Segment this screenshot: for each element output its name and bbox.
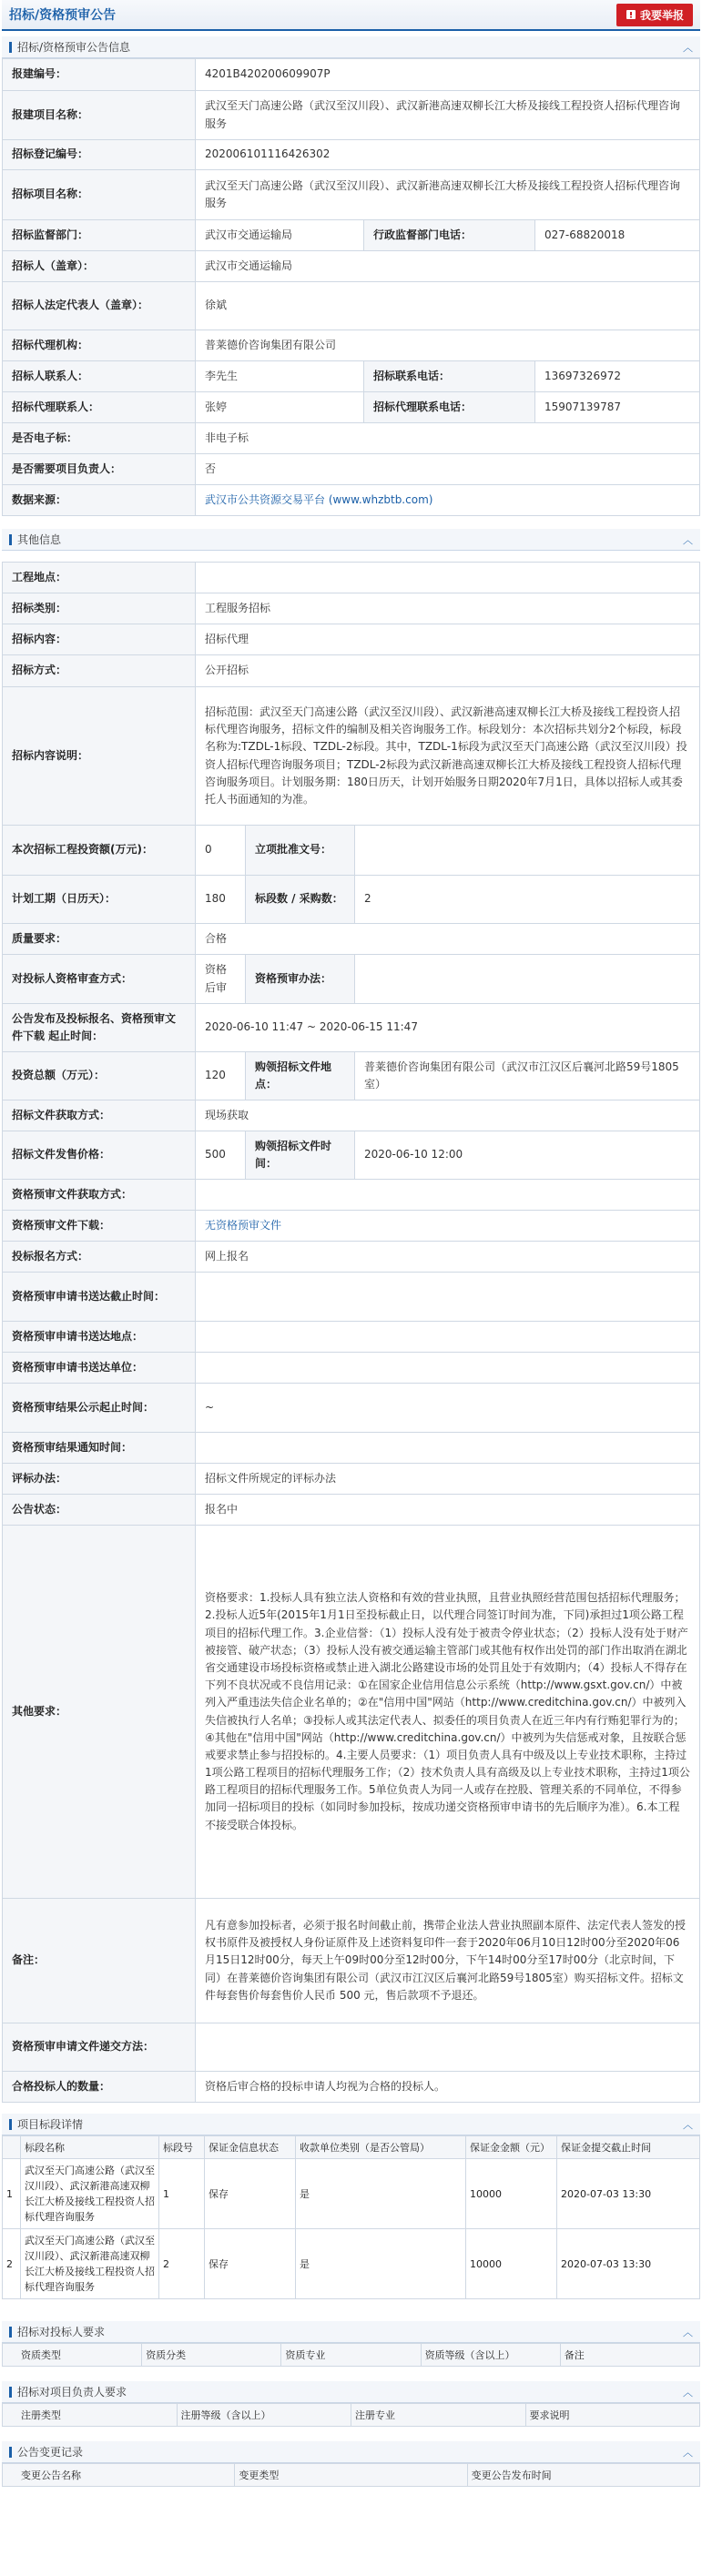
section-basic-header[interactable] <box>2 36 700 58</box>
label: 资格预审申请文件递交方法： <box>3 2023 196 2072</box>
label: 资格预审结果公示起止时间： <box>3 1384 196 1433</box>
label: 本次招标工程投资额(万元)： <box>3 826 196 876</box>
pre-submit-deadline-value <box>196 1273 700 1322</box>
column-header: 标段号 <box>159 2136 205 2159</box>
label: 招标联系电话： <box>364 361 535 392</box>
column-header: 保证金提交截止时间 <box>557 2136 700 2159</box>
other-requirements-value: 资格要求：1.投标人具有独立法人资格和有效的营业执照，且营业执照经营范围包括招标代理服务；2.投标人近5年(2015年1月1日至投标截止日，以代理合同签订时间为准，下同)承担过1项公路工程项目的招标代理工作。3.企业信誉：（1）投标人没有处于被责令停业状态；（2）投标人没有处于财产被接管、破产状态；（3）投标人没有被交通运输主管部门或其他有权作出处罚的部门作出取消在湖北省交通建设市场投标资格或禁止进入湖北公路建设市场的处罚且处于有效期内；（4）投标人不得存在下列不良状况或不良信用记录：①在国家企业信用信息公示系统（http://www.gsxt.gov.cn/）中被列入严重违法失信企业名单的；②在"信用中国"网站（http://www.creditchina.gov.cn/）中被列入失信被执行人名单；③投标人或其法定代表人、拟委任的项目负责人在近三年内有行贿犯罪行为的；④其他在"信用中国"网站（http://www.creditchina.gov.cn/）中被列为失信惩戒对象，且按联合惩戒要求禁止参与招投标的。4.主要人员要求：（1）项目负责人具有中级及以上专业技术职称，主持过1项公路工程项目的招标代理服务工作；（2）技术负责人具有高级及以上专业技术职称，主持过1项公路工程项目的招标代理服务工作。5单位负责人为同一人或存在控股、管理关系的不同单位，不得参加同一招标项目的投标（如同时参加投标，按成功递交资格预审申请书的先后顺序为准）。6.本工程不接受联合体投标。 <box>196 1526 700 1899</box>
agent-contact-value: 张婷 <box>196 392 364 423</box>
reg-no-value: 4201B420200609907P <box>196 59 700 91</box>
label: 评标办法： <box>3 1464 196 1495</box>
prereview-value <box>355 955 700 1004</box>
column-header: 注册等级（含以上） <box>177 2404 351 2427</box>
payee-type: 是 <box>296 2229 466 2299</box>
section-lots-title: 项目标段详情 <box>17 2118 84 2131</box>
total-invest-value: 120 <box>196 1052 246 1100</box>
deposit-status: 保存 <box>205 2159 296 2229</box>
legal-rep-value: 徐斌 <box>196 282 700 330</box>
row-index: 1 <box>3 2159 21 2229</box>
content-value: 招标代理 <box>196 624 700 655</box>
doc-price-value: 500 <box>196 1131 246 1180</box>
section-other-title: 其他信息 <box>17 533 62 546</box>
section-bar <box>9 534 12 545</box>
label: 数据来源： <box>3 485 196 516</box>
label: 招标内容说明： <box>3 687 196 826</box>
lot-name: 武汉至天门高速公路（武汉至汉川段）、武汉新港高速双柳长江大桥及接线工程投资人招标代理咨询服务 <box>21 2159 159 2229</box>
category-value: 工程服务招标 <box>196 593 700 624</box>
label: 计划工期（日历天）： <box>3 876 196 924</box>
tenderer-value: 武汉市交通运输局 <box>196 251 700 282</box>
label: 投标报名方式： <box>3 1242 196 1273</box>
column-header: 收款单位类别（是否公管局） <box>296 2136 466 2159</box>
report-button[interactable] <box>616 4 693 26</box>
pre-doc-method-value <box>196 1180 700 1211</box>
report-icon <box>626 9 636 20</box>
label: 其他要求： <box>3 1526 196 1899</box>
pm-value: 否 <box>196 454 700 485</box>
pre-result-time-value: ~ <box>196 1384 700 1433</box>
label: 是否需要项目负责人： <box>3 454 196 485</box>
deposit-deadline: 2020-07-03 13:30 <box>557 2159 700 2229</box>
remark-value: 凡有意参加投标者，必须于报名时间截止前，携带企业法人营业执照副本原件、法定代表人签发的授权书原件及被授权人身份证原件及上述资料复印件一套于2020年06月10日12时00分至2020年06月15日12时00分，每天上午09时00分至12时00分，下午14时00分至17时00分（北京时间，下同）在普莱德价咨询集团有限公司（武汉市江汉区后襄河北路59号1805室）购买招标文件。招标文件每套售价每套售价人民币 500 元，售后款项不予退还。 <box>196 1899 700 2023</box>
approval-value <box>355 826 700 876</box>
lot-name: 武汉至天门高速公路（武汉至汉川段）、武汉新港高速双柳长江大桥及接线工程投资人招标代理咨询服务 <box>21 2229 159 2299</box>
desc-value: 招标范围：武汉至天门高速公路（武汉至汉川段）、武汉新港高速双柳长江大桥及接线工程投资人招标代理咨询服务，招标文件的编制及相关咨询服务工作。标段划分：本次招标共划分2个标段，标段名称为:TZDL-1标段、TZDL-2标段。其中，TZDL-1标段为武汉至天门高速公路（武汉至汉川段）投资人招标代理咨询服务项目；TZDL-2标段为武汉新港高速双柳长江大桥及接线工程投资人招标代理咨询服务项目。计划服务期：180日历天，计划开始服务日期2020年7月1日，具体以招标人或其委托人书面通知的为准。 <box>196 687 700 826</box>
column-header: 资质专业 <box>281 2344 421 2367</box>
label: 资格预审申请书送达截止时间： <box>3 1273 196 1322</box>
table-row <box>3 2229 700 2299</box>
section-other-header[interactable] <box>2 529 700 551</box>
label: 是否电子标： <box>3 423 196 454</box>
row-index: 2 <box>3 2229 21 2299</box>
label: 备注： <box>3 1899 196 2023</box>
bid-reg-no-value: 202006101116426302 <box>196 140 700 170</box>
label: 合格投标人的数量： <box>3 2072 196 2103</box>
label: 资格预审办法： <box>246 955 355 1004</box>
label: 招标文件发售价格： <box>3 1131 196 1180</box>
payee-type: 是 <box>296 2159 466 2229</box>
section-pm-title: 招标对项目负责人要求 <box>17 2386 127 2399</box>
basic-info-table <box>2 58 700 516</box>
collapse-icon[interactable]: ︿ <box>683 2446 693 2459</box>
column-header: 注册类型 <box>3 2404 178 2427</box>
label: 招标人联系人： <box>3 361 196 392</box>
label: 资格预审文件获取方式： <box>3 1180 196 1211</box>
section-lots-header[interactable] <box>2 2114 700 2135</box>
column-header: 变更公告发布时间 <box>467 2464 699 2487</box>
project-name-value: 武汉至天门高速公路（武汉至汉川段）、武汉新港高速双柳长江大桥及接线工程投资人招标代理咨询服务 <box>196 91 700 140</box>
label: 招标登记编号： <box>3 140 196 170</box>
section-req-title: 招标对投标人要求 <box>17 2326 106 2339</box>
deposit-amount: 10000 <box>466 2229 557 2299</box>
deposit-deadline: 2020-07-03 13:30 <box>557 2229 700 2299</box>
label: 招标类别： <box>3 593 196 624</box>
label: 资格预审申请书送达地点： <box>3 1322 196 1353</box>
label: 招标文件获取方式： <box>3 1100 196 1131</box>
label: 立项批准文号： <box>246 826 355 876</box>
label: 购领招标文件时间： <box>246 1131 355 1180</box>
method-value: 公开招标 <box>196 655 700 687</box>
section-bar <box>9 2387 12 2398</box>
bid-project-value: 武汉至天门高速公路（武汉至汉川段）、武汉新港高速双柳长江大桥及接线工程投资人招标代理咨询服务 <box>196 170 700 220</box>
source-link[interactable]: 武汉市公共资源交易平台 (www.whzbtb.com) <box>205 492 433 506</box>
section-basic-title: 招标/资格预审公告信息 <box>17 41 131 54</box>
column-header: 资质分类 <box>142 2344 281 2367</box>
admin-phone-value: 027-68820018 <box>535 220 700 251</box>
page-title: 招标/资格预审公告 <box>9 8 117 23</box>
label: 招标监督部门： <box>3 220 196 251</box>
label: 对投标人资格审查方式： <box>3 955 196 1004</box>
label: 标段数 / 采购数： <box>246 876 355 924</box>
label: 资格预审申请书送达单位： <box>3 1353 196 1384</box>
supervisor-value: 武汉市交通运输局 <box>196 220 364 251</box>
pre-submit-place-value <box>196 1322 700 1353</box>
e-bid-value: 非电子标 <box>196 423 700 454</box>
column-header: 注册专业 <box>351 2404 526 2427</box>
qualified-value: 资格后审合格的投标申请人均视为合格的投标人。 <box>196 2072 700 2103</box>
section-bar <box>9 2327 12 2338</box>
eval-value: 招标文件所规定的评标办法 <box>196 1464 700 1495</box>
section-change-title: 公告变更记录 <box>17 2446 84 2459</box>
label: 资格预审文件下载： <box>3 1211 196 1242</box>
doc-place-value: 普莱德价咨询集团有限公司（武汉市江汉区后襄河北路59号1805室） <box>355 1052 700 1100</box>
report-button-label: 我要举报 <box>639 8 684 22</box>
label: 资格预审结果通知时间： <box>3 1433 196 1464</box>
collapse-icon[interactable]: ︿ <box>683 2118 693 2131</box>
review-value: 资格后审 <box>196 955 246 1004</box>
deposit-amount: 10000 <box>466 2159 557 2229</box>
label: 招标代理联系电话： <box>364 392 535 423</box>
label: 行政监督部门电话： <box>364 220 535 251</box>
lots-table <box>2 2135 700 2299</box>
label: 投资总额（万元）： <box>3 1052 196 1100</box>
section-bar <box>9 2447 12 2458</box>
period-value: 180 <box>196 876 246 924</box>
pm-table <box>2 2403 700 2427</box>
section-req-header[interactable] <box>2 2321 700 2343</box>
other-info-table <box>2 562 700 2103</box>
contact-value: 李先生 <box>196 361 364 392</box>
column-header: 资质等级（含以上） <box>421 2344 560 2367</box>
label: 质量要求： <box>3 924 196 955</box>
column-header: 备注 <box>560 2344 699 2367</box>
label: 工程地点： <box>3 563 196 593</box>
agent-phone-value: 15907139787 <box>535 392 700 423</box>
label: 购领招标文件地点： <box>246 1052 355 1100</box>
agency-value: 普莱德价咨询集团有限公司 <box>196 330 700 361</box>
signup-value: 网上报名 <box>196 1242 700 1273</box>
label: 招标内容： <box>3 624 196 655</box>
collapse-icon[interactable]: ︿ <box>683 2386 693 2399</box>
pre-submit-unit-value <box>196 1353 700 1384</box>
collapse-icon[interactable]: ︿ <box>683 2326 693 2338</box>
label: 招标项目名称： <box>3 170 196 220</box>
column-header: 要求说明 <box>525 2404 700 2427</box>
doc-method-value: 现场获取 <box>196 1100 700 1131</box>
table-row <box>3 2159 700 2229</box>
label: 招标人法定代表人（盖章）： <box>3 282 196 330</box>
label: 报建编号： <box>3 59 196 91</box>
lot-no: 1 <box>159 2159 205 2229</box>
column-header: 标段名称 <box>21 2136 159 2159</box>
section-pm-header[interactable] <box>2 2381 700 2403</box>
contact-phone-value: 13697326972 <box>535 361 700 392</box>
collapse-icon[interactable]: ︿ <box>683 533 693 546</box>
page-header <box>2 0 700 31</box>
label: 报建项目名称： <box>3 91 196 140</box>
collapse-icon[interactable]: ︿ <box>683 41 693 54</box>
lots-value: 2 <box>355 876 700 924</box>
pre-notice-time-value <box>196 1433 700 1464</box>
doc-time-value: 2020-06-10 12:00 <box>355 1131 700 1180</box>
change-table <box>2 2463 700 2487</box>
invest-value: 0 <box>196 826 246 876</box>
label: 公告状态： <box>3 1495 196 1526</box>
label: 招标代理联系人： <box>3 392 196 423</box>
announce-value: 2020-06-10 11:47 ~ 2020-06-15 11:47 <box>196 1004 700 1052</box>
pre-submit-method-value <box>196 2023 700 2072</box>
quality-value: 合格 <box>196 924 700 955</box>
section-bar <box>9 42 12 53</box>
column-header: 变更公告名称 <box>3 2464 235 2487</box>
column-header: 变更类型 <box>235 2464 467 2487</box>
section-change-header[interactable] <box>2 2441 700 2463</box>
column-header <box>3 2136 21 2159</box>
pre-doc-download-link[interactable]: 无资格预审文件 <box>205 1218 282 1232</box>
label: 招标方式： <box>3 655 196 687</box>
status-badge: 报名中 <box>196 1495 700 1526</box>
req-table <box>2 2343 700 2367</box>
location-value <box>196 563 700 593</box>
section-bar <box>9 2119 12 2130</box>
label: 招标代理机构： <box>3 330 196 361</box>
column-header: 资质类型 <box>3 2344 142 2367</box>
column-header: 保证金信息状态 <box>205 2136 296 2159</box>
column-header: 保证金金额（元） <box>466 2136 557 2159</box>
label: 招标人（盖章）： <box>3 251 196 282</box>
deposit-status: 保存 <box>205 2229 296 2299</box>
label: 公告发布及投标报名、资格预审文件下载 起止时间： <box>3 1004 196 1052</box>
lot-no: 2 <box>159 2229 205 2299</box>
